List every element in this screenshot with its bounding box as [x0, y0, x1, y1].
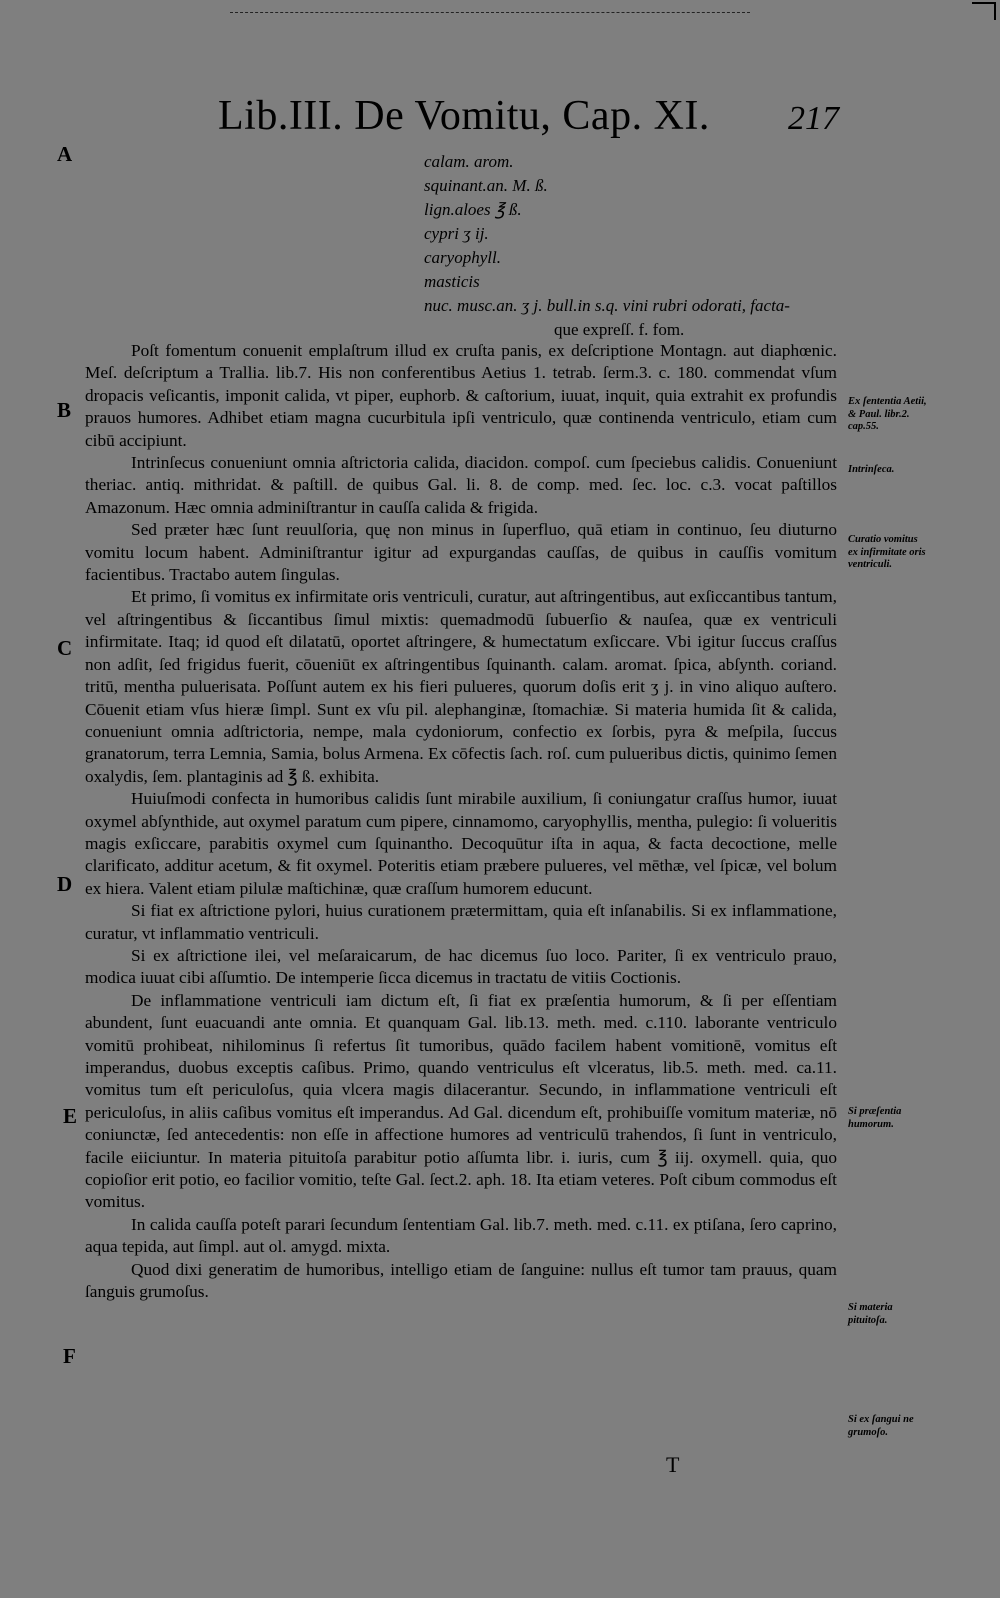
section-letter-d: D	[57, 872, 73, 896]
page-corner-mark	[972, 2, 996, 20]
paragraph: Poſt fomentum conuenit emplaſtrum illud ex cruſta panis, ex deſcriptione Montagn. aut diaphœnic. Meſ. deſcriptum a Trallia. lib.7. His non conferentibus Aetius 1. tetrab. ſerm.3. c. 180. commendat vſum dropacis veſicantis, imponit calida, vt piper, euphorb. & caſtorium, iuuat, inquit, quia extrahit ex profundis prauos humores. Adhibet etiam magna cucurbitula ipſi ventriculo, quæ continenda ventriculo, etiam cum cibū accipiunt.	[85, 341, 837, 450]
paragraph: In calida cauſſa poteſt parari ſecundum ſententiam Gal. lib.7. meth. med. c.11. ex ptiſana, ſero caprino, aqua tepida, aut ſimpl. aut ol. amygd. mixta.	[85, 1214, 837, 1257]
section-letter-c: C	[57, 636, 73, 660]
top-rule	[230, 12, 750, 13]
body-text	[85, 340, 837, 1303]
marginal-note: Si præſentia humorum.	[848, 1106, 902, 1130]
section-letter-e: E	[63, 1104, 78, 1128]
paragraph: Quod dixi generatim de humoribus, intelligo etiam de ſanguine: nullus eſt tumor tam prauus, quam ſanguis grumoſus.	[85, 1259, 837, 1302]
recipe-line: cypri ʒ ij.	[424, 224, 489, 243]
section-letter-b: B	[57, 398, 72, 422]
recipe-line: caryophyll.	[424, 248, 501, 267]
recipe-line: squinant.an. M. ß.	[424, 176, 548, 195]
recipe-line: lign.aloes ℥ ß.	[424, 200, 522, 219]
recipe-line: masticis	[424, 272, 480, 291]
recipe-continuation: que expreſſ. f. fom.	[554, 320, 685, 339]
marginal-note: Ex ſententia Aetii, & Paul. libr.2. cap.55.	[848, 396, 927, 432]
section-letter-f: F	[63, 1344, 76, 1368]
paragraph: Si ex aſtrictione ilei, vel meſaraicarum, de hac dicemus ſuo loco. Pariter, ſi ex ventriculo prauo, modica iuuat cibi aſſumtio. De intemperie ſicca dicemus in tractatu de vitiis Coctionis.	[85, 945, 837, 988]
section-letter-a: A	[57, 142, 73, 166]
recipe-line: calam. arom.	[424, 152, 514, 171]
paragraph: Et primo, ſi vomitus ex infirmitate oris ventriculi, curatur, aut aſtringentibus, aut exſiccantibus tantum, vel aſtringentibus & ſiccantibus ſimul mixtis: quemadmodū ſubuerſio & nauſea, quæ ex ventriculi infirmitate. Itaq; id quod eſt dilatatū, oportet aſtringere, & humectatum exſiccare. Vbi igitur ſuccus craſſus non adſit, ſed frigidus fuerit, cōueniūt ex aſtringentibus ſquinanth. calam. aromat. ſpica, abſynth. coriand. tritū, mentha puluerisata. Poſſunt autem ex his fieri pulueres, quorum doſis erit ʒ j. in vino aliquo auſtero. Cōuenit etiam vſus hieræ ſimpl. Sunt ex vſu pil. alephanginæ, ſtomachiæ. Si materia humida ſit & calida, conueniunt omnia adſtrictoria, nempe, mala cydoniorum, confectio ex ſorbis, pyra & meſpila, ſuccus granatorum, terra Lemnia, Samia, bolus Armena. Ex cōfectis ſach. roſ. cum pulueribus dictis, quinimo ſemen oxalydis, ſem. plantaginis ad ℥ ß. exhibita.	[85, 587, 837, 786]
catchword: T	[666, 1452, 680, 1477]
recipe-line: nuc. musc.an. ʒ j. bull.in s.q. vini rubri odorati, facta-	[424, 296, 790, 315]
marginal-note: Si materia pituitoſa.	[848, 1302, 893, 1326]
paragraph: Si fiat ex aſtrictione pylori, huius curationem prætermittam, quia eſt inſanabilis. Si ex inflammatione, curatur, vt inflammatio ventriculi.	[85, 901, 837, 943]
paragraph: Huiuſmodi confecta in humoribus calidis ſunt mirabile auxilium, ſi coniungatur craſſus humor, iuuat oxymel abſynthide, aut oxymel paratum cum pipere, cinnamomo, caryophyllis, mentha, pulegio: ſi volueritis magis exſiccare, parabitis oxymel cum ſquinantho. Decoquūtur iſta in aqua, & facta decoctione, melle clarificato, additur acetum, & fit oxymel. Poteritis etiam præbere pulueres, vel mēthæ, vel ſpicæ, vel bolum ex hiera. Valent etiam pilulæ maſtichinæ, quæ craſſum humorem educunt.	[85, 789, 837, 898]
paragraph: Intrinſecus conueniunt omnia aſtrictoria calida, diacidon. compoſ. cum ſpeciebus calidis. Conueniunt theriac. antiq. mithridat. & paſtill. de quibus Gal. li. 8. de comp. med. ſec. loc. c.3. vocat paſtillos Amazonum. Hæc omnia adminiſtrantur in cauſſa calida & frigida.	[85, 453, 837, 517]
paragraph: De inflammatione ventriculi iam dictum eſt, ſi fiat ex præſentia humorum, & ſi per eſſentiam abundent, ſunt euacuandi ante omnia. Et quanquam Gal. lib.13. meth. med. c.110. laborante ventriculo vomitū prohibeat, nihilominus ſi refertus ſit tumoribus, quādo facilem habent vomitionē, vomitus eſt imperandus, duobus exceptis caſibus. Primo, quando ventriculus eſt vlceratus, lib.5. meth. med. ca.11. vomitus tum eſt periculoſus, quia vlcera magis dilacerantur. Secundo, in inflammatione ventriculi eſt periculoſus, in aliis caſibus vomitus eſt imperandus. Ad Gal. dicendum eſt, prohibuiſſe vomitum materiæ, nō coniunctæ, ſed antecedentis: non eſſe in affectione humores ad ventriculū trahendos, ſi ſunt in ventriculo, facile eiiciuntur. In materia pituitoſa parabitur potio aſſumta libr. i. iuris, cum ℥ iij. oxymell. quia, quo copioſior erit potio, eo facilior vomitio, teſte Gal. ſect.2. aph. 18. Ita etiam veteres. Poſt cibum commodus eſt vomitus.	[85, 990, 837, 1212]
running-title: Lib.III. De Vomitu, Cap. XI.	[218, 93, 710, 139]
marginal-note: Si ex ſangui ne grumoſo.	[848, 1414, 914, 1438]
page-number: 217	[788, 100, 839, 137]
paragraph: Sed præter hæc ſunt reuulſoria, quę non minus in ſuperfluo, quā etiam in continuo, ſeu diuturno vomitu locum habent. Adminiſtrantur igitur ad expurgandas cauſſas, de quibus in cauſſis vomitum facientibus. Tractabo autem ſingulas.	[85, 520, 837, 585]
marginal-note: Curatio vomitus ex infirmitate oris ventriculi.	[848, 534, 926, 570]
marginal-note: Intrinſeca.	[848, 464, 895, 475]
recipe-block	[424, 150, 790, 342]
